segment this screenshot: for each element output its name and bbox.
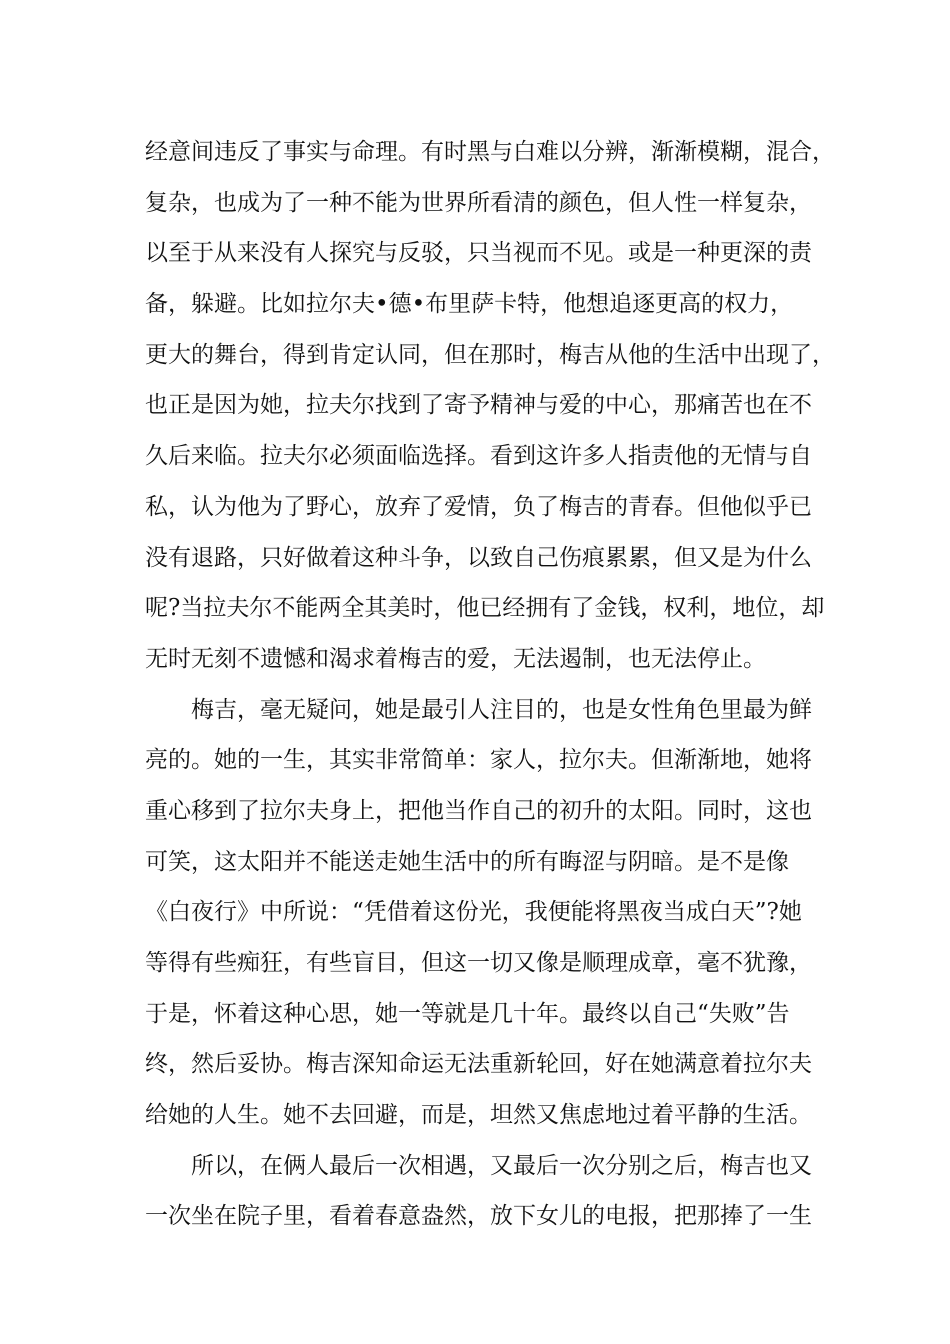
text-line: 《白夜行》中所说：“凭借着这份光，我便能将黑夜当成白天”?她 bbox=[145, 899, 802, 926]
text-line: 私，认为他为了野心，放弃了爱情，负了梅吉的青春。但他似乎已 bbox=[145, 493, 812, 520]
text-line: 呢?当拉夫尔不能两全其美时，他已经拥有了金钱，权利，地位，却 bbox=[145, 595, 825, 622]
text-line: 无时无刻不遗憾和渴求着梅吉的爱，无法遏制，也无法停止。 bbox=[145, 645, 766, 672]
body-text bbox=[145, 127, 835, 1242]
text-line: 亮的。她的一生，其实非常简单：家人，拉尔夫。但渐渐地，她将 bbox=[145, 747, 812, 774]
text-line: 没有退路，只好做着这种斗争，以致自己伤痕累累，但又是为什么 bbox=[145, 544, 812, 571]
text-line: 也正是因为她，拉夫尔找到了寄予精神与爱的中心，那痛苦也在不 bbox=[145, 392, 812, 419]
paragraph-2 bbox=[145, 685, 815, 1141]
text-line: 重心移到了拉尔夫身上，把他当作自己的初升的太阳。同时，这也 bbox=[145, 797, 812, 824]
text-line: 以至于从来没有人探究与反驳，只当视而不见。或是一种更深的责 bbox=[145, 240, 812, 267]
text-line: 备，躲避。比如拉尔夫•德•布里萨卡特，他想追逐更高的权力， bbox=[145, 291, 794, 318]
text-line: 终，然后妥协。梅吉深知命运无法重新轮回，好在她满意着拉尔夫 bbox=[145, 1051, 812, 1078]
text-line: 所以，在俩人最后一次相遇，又最后一次分别之后，梅吉也又 bbox=[191, 1152, 812, 1179]
paragraph-3 bbox=[145, 1141, 815, 1242]
text-line: 于是，怀着这种心思，她一等就是几十年。最终以自己“失败”告 bbox=[145, 1000, 790, 1027]
text-line: 久后来临。拉夫尔必须面临选择。看到这许多人指责他的无情与自 bbox=[145, 443, 812, 470]
text-line: 可笑，这太阳并不能送走她生活中的所有晦涩与阴暗。是不是像 bbox=[145, 848, 789, 875]
text-line: 一次坐在院子里，看着春意盎然，放下女儿的电报，把那捧了一生 bbox=[145, 1203, 812, 1230]
text-line: 复杂，也成为了一种不能为世界所看清的颜色，但人性一样复杂， bbox=[145, 189, 812, 216]
paragraph-1 bbox=[145, 127, 835, 685]
text-line: 经意间违反了事实与命理。有时黑与白难以分辨，渐渐模糊，混合， bbox=[145, 139, 835, 165]
text-line: 更大的舞台，得到肯定认同，但在那时，梅吉从他的生活中出现了， bbox=[145, 341, 835, 368]
text-line: 等得有些痴狂，有些盲目，但这一切又像是顺理成章，毫不犹豫， bbox=[145, 950, 812, 976]
text-line: 梅吉，毫无疑问，她是最引人注目的，也是女性角色里最为鲜 bbox=[191, 696, 812, 723]
text-line: 给她的人生。她不去回避，而是，坦然又焦虑地过着平静的生活。 bbox=[145, 1102, 812, 1129]
